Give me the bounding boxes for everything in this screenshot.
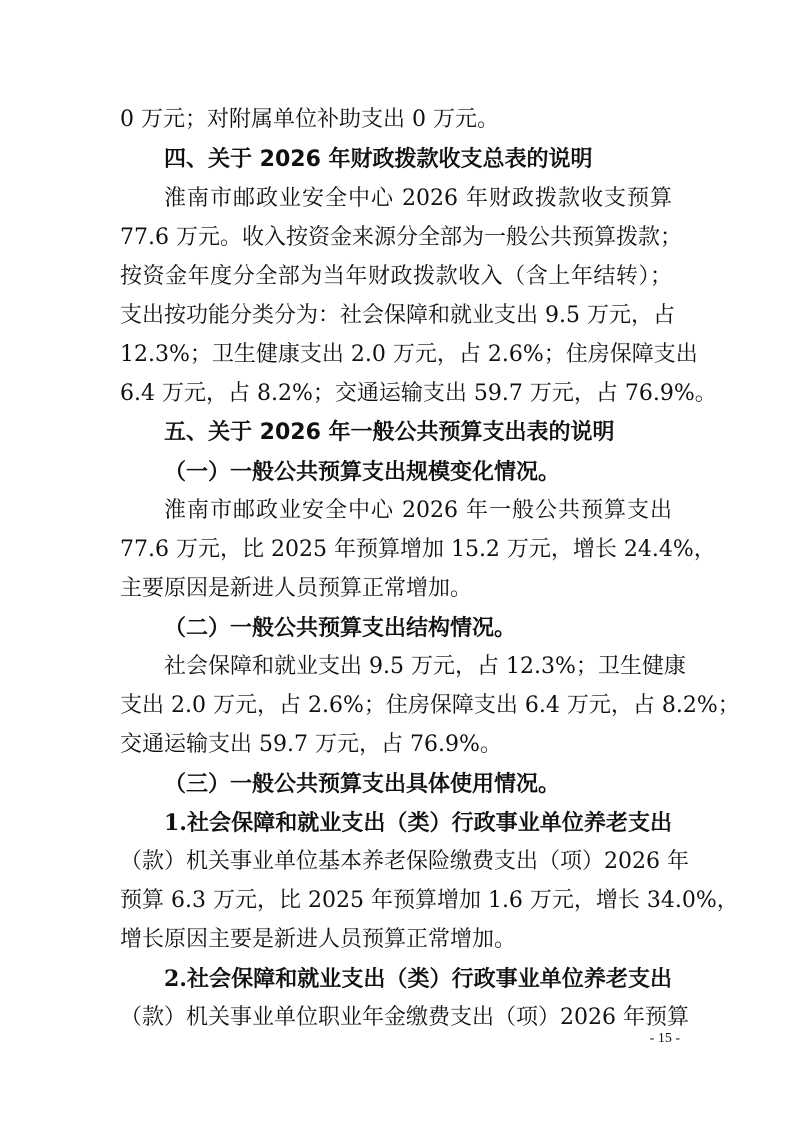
- text-line: 77.6 万元。收入按资金来源分全部为一般公共预算拨款；: [120, 225, 682, 250]
- text-line: （款）机关事业单位基本养老保险缴费支出（项）2026 年: [120, 849, 689, 874]
- text-line: 预算 6.3 万元，比 2025 年预算增加 1.6 万元，增长 34.0%，: [120, 888, 739, 913]
- text-line: 按资金年度分全部为当年财政拨款收入（含上年结转）；: [120, 264, 672, 289]
- text-line: 社会保障和就业支出 9.5 万元，占 12.3%；卫生健康: [164, 654, 686, 679]
- text-line: 支出 2.0 万元，占 2.6%；住房保障支出 6.4 万元，占 8.2%；: [120, 693, 740, 718]
- subsection-heading: （二）一般公共预算支出结构情况。: [164, 615, 517, 641]
- item-heading: 2.社会保障和就业支出（类）行政事业单位养老支出: [164, 966, 672, 992]
- page-number: - 15 -: [649, 1031, 680, 1046]
- section-heading: 四、关于 2026 年财政拨款收支总表的说明: [164, 147, 593, 172]
- text-line: 淮南市邮政业安全中心 2026 年一般公共预算支出: [164, 498, 672, 523]
- text-line: 支出按功能分类分为：社会保障和就业支出 9.5 万元，占: [120, 303, 675, 328]
- text-line: 主要原因是新进人员预算正常增加。: [120, 576, 473, 601]
- text-line: 6.4 万元，占 8.2%；交通运输支出 59.7 万元，占 76.9%。: [120, 381, 717, 406]
- text-line: 12.3%；卫生健康支出 2.0 万元，占 2.6%；住房保障支出: [120, 342, 698, 367]
- text-line: 交通运输支出 59.7 万元，占 76.9%。: [120, 732, 502, 757]
- text-line: 0 万元；对附属单位补助支出 0 万元。: [120, 107, 499, 132]
- text-line: 增长原因主要是新进人员预算正常增加。: [120, 927, 517, 952]
- text-line: （款）机关事业单位职业年金缴费支出（项）2026 年预算: [120, 1005, 689, 1030]
- text-line: 77.6 万元，比 2025 年预算增加 15.2 万元，增长 24.4%，: [120, 537, 716, 562]
- text-line: 淮南市邮政业安全中心 2026 年财政拨款收支预算: [164, 186, 672, 211]
- subsection-heading: （一）一般公共预算支出规模变化情况。: [164, 459, 561, 485]
- subsection-heading: （三）一般公共预算支出具体使用情况。: [164, 771, 561, 797]
- item-heading: 1.社会保障和就业支出（类）行政事业单位养老支出: [164, 810, 672, 836]
- section-heading: 五、关于 2026 年一般公共预算支出表的说明: [164, 420, 615, 445]
